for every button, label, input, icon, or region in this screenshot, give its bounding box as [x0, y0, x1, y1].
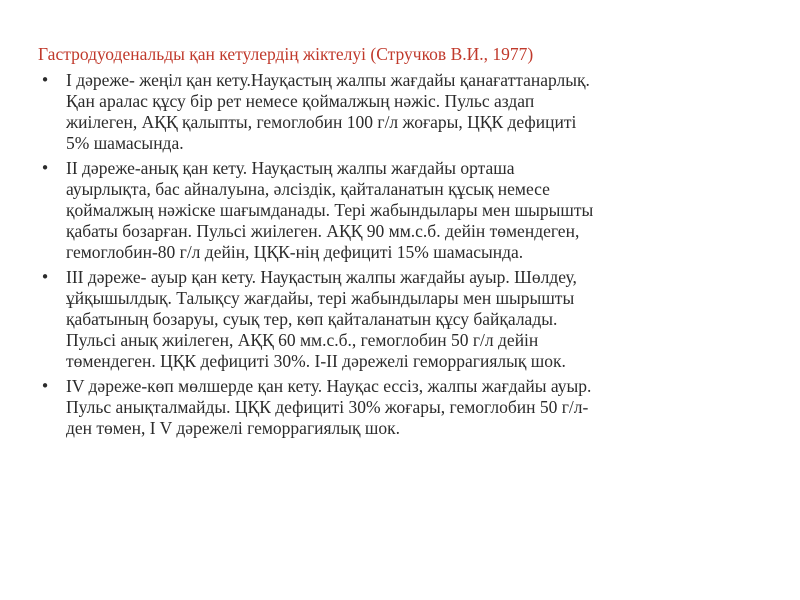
- text-line: жиілеген, АҚҚ қалыпты, гемоглобин 100 г/л жоғары, ЦҚК дефициті: [66, 112, 577, 132]
- text-line: IV дәреже-көп мөлшерде қан кету. Науқас ессіз, жалпы жағдайы ауыр.: [66, 376, 592, 396]
- text-line: Қан аралас құсу бір рет немесе қоймалжың нәжіс. Пульс аздап: [66, 91, 535, 111]
- text-line: Пульсі анық жиілеген, АҚҚ 60 мм.с.б., гемоглобин 50 г/л дейін: [66, 330, 539, 350]
- list-item-text: [66, 376, 746, 439]
- text-line: II дәреже-анық қан кету. Науқастың жалпы жағдайы орташа: [66, 158, 515, 178]
- slide-heading: Гастродуоденальды қан кетулердің жіктелуі (Стручков В.И., 1977): [38, 44, 534, 64]
- text-line: Пульс анықталмайды. ЦҚК дефициті 30% жоғары, гемоглобин 50 г/л-: [66, 397, 589, 417]
- text-line: 5% шамасында.: [66, 133, 184, 153]
- text-line: қабаты бозарған. Пульсі жиілеген. АҚҚ 90 мм.с.б. дейін төмендеген,: [66, 221, 580, 241]
- bullet-icon: •: [40, 71, 50, 89]
- text-line: гемоглобин-80 г/л дейін, ЦҚК-нің дефициті 15% шамасында.: [66, 242, 524, 262]
- list-item-degree-2: [38, 158, 746, 263]
- list-item-degree-1: [38, 70, 746, 154]
- list-item-degree-4: [38, 376, 746, 439]
- bullet-icon: •: [40, 159, 50, 177]
- text-line: I дәреже- жеңіл қан кету.Науқастың жалпы жағдайы қанағаттанарлық.: [66, 70, 590, 90]
- list-item-degree-3: [38, 267, 746, 372]
- text-line: қоймалжың нәжіске шағымданады. Тері жабындылары мен шырышты: [66, 200, 594, 220]
- text-line: ауырлықта, бас айналуына, әлсіздік, қайталанатын құсық немесе: [66, 179, 550, 199]
- text-line: төмендеген. ЦҚК дефициті 30%. I-II дәрежелі геморрагиялық шок.: [66, 351, 566, 371]
- bullet-icon: •: [40, 377, 50, 395]
- list-item-text: [66, 70, 746, 154]
- bullet-icon: •: [40, 268, 50, 286]
- list-item-text: [66, 158, 746, 263]
- list-item-text: [66, 267, 746, 372]
- text-line: ден төмен, I V дәрежелі геморрагиялық шок.: [66, 418, 401, 438]
- text-line: қабатының бозаруы, суық тер, көп қайталанатын құсу байқалады.: [66, 309, 558, 329]
- classification-list: [38, 70, 746, 439]
- text-line: ұйқышылдық. Талықсу жағдайы, тері жабындылары мен шырышты: [66, 288, 575, 308]
- text-line: III дәреже- ауыр қан кету. Науқастың жалпы жағдайы ауыр. Шөлдеу,: [66, 267, 577, 287]
